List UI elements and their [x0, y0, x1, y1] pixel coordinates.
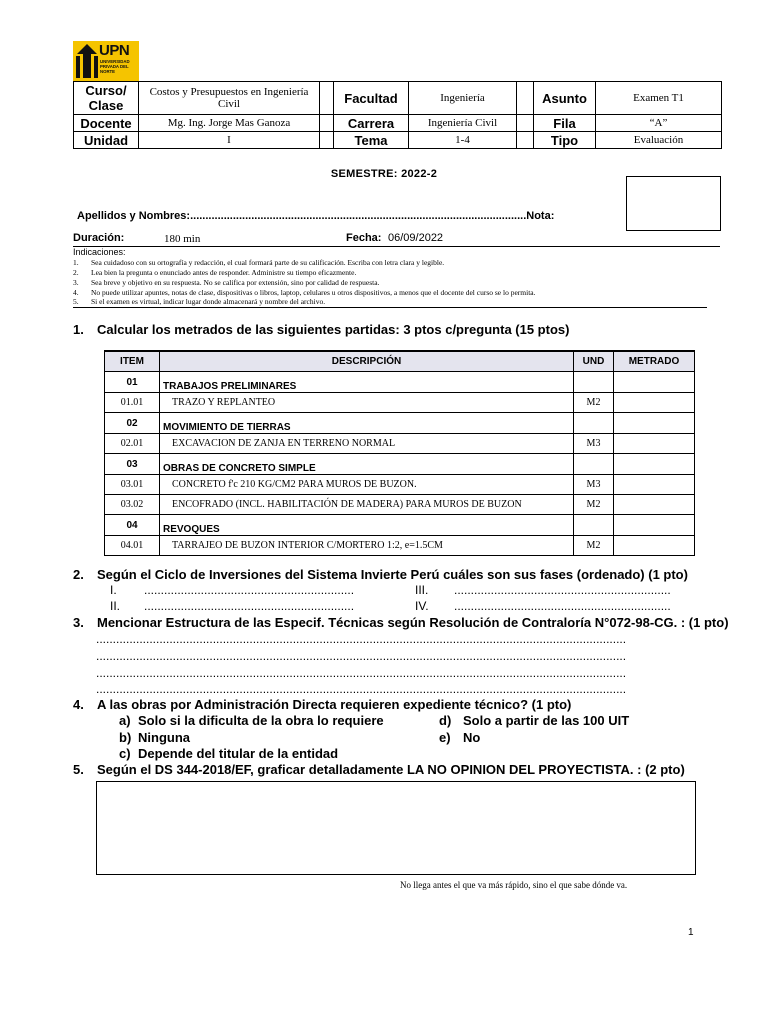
option-e[interactable]: e) No [439, 730, 481, 745]
course-header-table [73, 81, 722, 149]
col-metrado-header: METRADO [614, 351, 695, 372]
tipo-label: Tipo [534, 132, 596, 149]
metrados-table [104, 350, 695, 556]
indicaciones-title: Indicaciones: [73, 247, 126, 257]
col-item-header: ITEM [105, 351, 160, 372]
fase-ii-line[interactable]: II. ............................................................... [110, 599, 355, 613]
carrera-value: Ingeniería Civil [409, 115, 517, 132]
tema-value: 1-4 [409, 132, 517, 149]
tema-label: Tema [334, 132, 409, 149]
indicacion-item: 3. Sea breve y objetivo en su respuesta. No se califica por extensión, sino por calidad de respuesta. [73, 278, 380, 287]
fila-label: Fila [534, 115, 596, 132]
question-1: 1. Calcular los metrados de las siguientes partidas: 3 ptos c/pregunta (15 ptos) [73, 322, 570, 337]
fila-value: “A” [596, 115, 722, 132]
duracion-value: 180 min [164, 233, 201, 245]
fase-i-line[interactable]: I. ............................................................... [110, 583, 355, 597]
curso-value: Costos y Presupuestos en Ingeniería Civil [139, 82, 320, 115]
unidad-label: Unidad [74, 132, 139, 149]
upn-logo [73, 41, 139, 81]
option-d[interactable]: d) Solo a partir de las 100 UIT [439, 713, 630, 728]
answer-line[interactable]: ............................................................................................................................................................... [96, 649, 627, 663]
fecha-value: 06/09/2022 [388, 232, 444, 244]
metrado-cell[interactable] [614, 393, 695, 413]
option-a[interactable]: a) Solo si la dificulta de la obra lo requiere [119, 713, 384, 728]
drawing-answer-box[interactable] [96, 781, 696, 875]
table-row: 04 REVOQUES [105, 515, 695, 536]
footer-quote: No llega antes el que va más rápido, sino el que sabe dónde va. [400, 880, 628, 890]
facultad-value: Ingeniería [409, 82, 517, 115]
table-row: 02 MOVIMIENTO DE TIERRAS [105, 413, 695, 434]
fecha-label: Fecha: [346, 232, 382, 244]
metrado-cell[interactable] [614, 495, 695, 515]
divider [73, 246, 720, 247]
table-row: 04.01 TARRAJEO DE BUZON INTERIOR C/MORTERO 1:2, e=1.5CM M2 [105, 536, 695, 556]
page-number: 1 [688, 927, 694, 938]
facultad-label: Facultad [334, 82, 409, 115]
metrado-cell[interactable] [614, 413, 695, 434]
nota-box [626, 176, 721, 231]
divider [73, 307, 707, 308]
curso-label: Curso/ Clase [74, 82, 139, 115]
semestre-title: SEMESTRE: 2022-2 [330, 168, 438, 180]
asunto-label: Asunto [534, 82, 596, 115]
fase-iv-line[interactable]: IV. ................................................................. [415, 599, 671, 613]
table-row: 03 OBRAS DE CONCRETO SIMPLE [105, 454, 695, 475]
carrera-label: Carrera [334, 115, 409, 132]
fase-iii-line[interactable]: III. ................................................................. [415, 583, 671, 597]
metrado-cell[interactable] [614, 515, 695, 536]
col-desc-header: DESCRIPCIÓN [160, 351, 574, 372]
table-row: 03.02 ENCOFRADO (INCL. HABILITACIÓN DE MADERA) PARA MUROS DE BUZON M2 [105, 495, 695, 515]
answer-line[interactable]: ............................................................................................................................................................... [96, 682, 627, 696]
option-c[interactable]: c) Depende del titular de la entidad [119, 746, 339, 761]
unidad-value: I [139, 132, 320, 149]
answer-line[interactable]: ............................................................................................................................................................... [96, 632, 627, 646]
metrado-cell[interactable] [614, 434, 695, 454]
logo-subtitle: UNIVERSIDAD PRIVADA DEL NORTE [100, 59, 130, 74]
apellidos-field: Apellidos y Nombres:..............................................................................................................Nota: [77, 210, 555, 222]
indicacion-item: 1. Sea cuidadoso con su ortografía y redacción, el cual formará parte de su calificación. Escriba con letra clara y legible. [73, 258, 445, 267]
indicacion-item: 2. Lea bien la pregunta o enunciado antes de responder. Administre su tiempo eficazmente. [73, 268, 357, 277]
metrado-cell[interactable] [614, 454, 695, 475]
table-row: 01.01 TRAZO Y REPLANTEO M2 [105, 393, 695, 413]
docente-value: Mg. Ing. Jorge Mas Ganoza [139, 115, 320, 132]
metrado-cell[interactable] [614, 372, 695, 393]
col-und-header: UND [574, 351, 614, 372]
answer-line[interactable]: ............................................................................................................................................................... [96, 666, 627, 680]
question-5: 5. Según el DS 344-2018/EF, graficar detalladamente LA NO OPINION DEL PROYECTISTA. : (2 pto) [73, 762, 685, 777]
table-row: 03.01 CONCRETO f'c 210 KG/CM2 PARA MUROS DE BUZON. M3 [105, 475, 695, 495]
option-b[interactable]: b) Ninguna [119, 730, 190, 745]
question-4: 4. A las obras por Administración Directa requieren expediente técnico? (1 pto) [73, 697, 572, 712]
logo-brand: UPN [99, 42, 130, 59]
tipo-value: Evaluación [596, 132, 722, 149]
metrado-cell[interactable] [614, 475, 695, 495]
question-2: 2. Según el Ciclo de Inversiones del Sistema Invierte Perú cuáles son sus fases (ordenado) (1 pto) [73, 567, 688, 582]
duracion-label: Duración: [73, 232, 125, 244]
upn-arrow-icon [76, 44, 98, 78]
table-row: 02.01 EXCAVACION DE ZANJA EN TERRENO NORMAL M3 [105, 434, 695, 454]
docente-label: Docente [74, 115, 139, 132]
metrado-cell[interactable] [614, 536, 695, 556]
indicacion-item: 4. No puede utilizar apuntes, notas de clase, dispositivas o libros, laptop, celulares u otros dispositivos, a menos que el docente del curso se lo permita. [73, 288, 536, 297]
question-3: 3. Mencionar Estructura de las Especif. Técnicas según Resolución de Contraloría N°072-98-CG. : (1 pto) [73, 615, 729, 630]
indicacion-item: 5. Si el examen es virtual, indicar lugar donde almacenará y nombre del archivo. [73, 297, 326, 306]
table-row: 01 TRABAJOS PRELIMINARES [105, 372, 695, 393]
asunto-value: Examen T1 [596, 82, 722, 115]
